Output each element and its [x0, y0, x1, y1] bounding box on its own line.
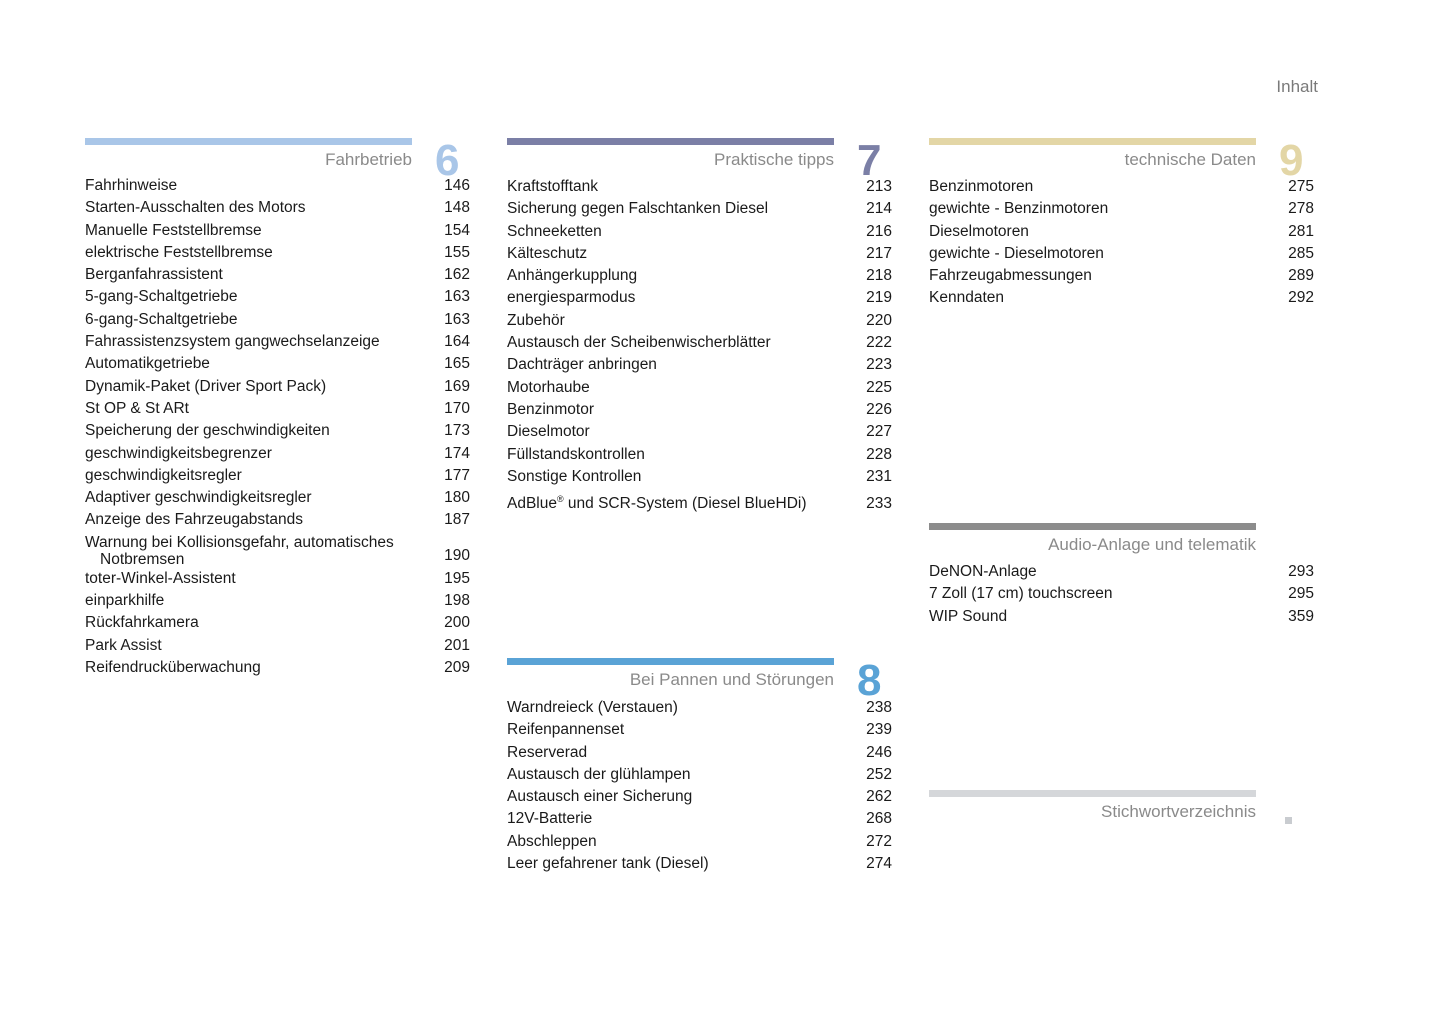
- toc-entry-title: gewichte - Benzinmotoren: [929, 200, 1109, 218]
- section-audio-telematik: [929, 523, 1314, 628]
- toc-entry-title: Automatikgetriebe: [85, 355, 210, 373]
- toc-entry[interactable]: [85, 175, 470, 197]
- page-section-label: Inhalt: [1276, 77, 1318, 96]
- toc-entry-title: Anzeige des Fahrzeugabstands: [85, 511, 304, 529]
- toc-entry[interactable]: [929, 243, 1314, 265]
- toc-entry-title: gewichte - Dieselmotoren: [929, 244, 1104, 262]
- chapter-number: 7: [857, 136, 882, 185]
- toc-entry-title: Starten-Ausschalten des Motors: [85, 199, 306, 217]
- section-color-bar: [929, 523, 1256, 530]
- toc-entry-title: WIP Sound: [929, 607, 1008, 625]
- toc-entry-title: Kälteschutz: [507, 244, 588, 262]
- toc-entry-page: 214: [866, 200, 892, 218]
- toc-entry[interactable]: [85, 286, 470, 308]
- section-color-bar: [507, 658, 834, 665]
- toc-entry-page: 195: [444, 569, 470, 587]
- toc-entry[interactable]: [507, 287, 892, 309]
- toc-entry-page: 163: [444, 310, 470, 328]
- toc-entry[interactable]: [85, 590, 470, 612]
- toc-entry-title: einparkhilfe: [85, 592, 165, 610]
- toc-entry-page: 209: [444, 658, 470, 676]
- section-color-bar: [929, 790, 1256, 797]
- toc-entry-page: 246: [866, 743, 892, 761]
- section-title: Stichwortverzeichnis: [1101, 802, 1256, 821]
- toc-entry[interactable]: [507, 377, 892, 399]
- toc-entry-title: Park Assist: [85, 636, 162, 654]
- toc-entry-page: 146: [444, 177, 470, 194]
- toc-entry[interactable]: [507, 243, 892, 265]
- toc-entry-page: 222: [866, 334, 892, 352]
- toc-entry[interactable]: [85, 443, 470, 465]
- toc-entry-page: 217: [866, 244, 892, 262]
- toc-entry-title: geschwindigkeitsregler: [85, 466, 242, 484]
- toc-entry-page: 292: [1288, 289, 1314, 307]
- toc-entry-page: 295: [1288, 585, 1314, 603]
- toc-entry-title: Rückfahrkamera: [85, 614, 199, 632]
- toc-entry-page: 190: [444, 547, 470, 565]
- toc-entry[interactable]: [85, 242, 470, 264]
- toc-entry-page: 225: [866, 378, 892, 396]
- toc-entry[interactable]: [507, 332, 892, 354]
- toc-entry[interactable]: [85, 509, 470, 531]
- toc-entry-title: geschwindigkeitsbegrenzer: [85, 444, 272, 462]
- section-header: [929, 136, 1304, 185]
- section-fahrbetrieb: [85, 138, 470, 679]
- toc-entry[interactable]: [85, 612, 470, 634]
- toc-entry-title: 7 Zoll (17 cm) touchscreen: [929, 585, 1113, 603]
- toc-entry-title-line1: Warnung bei Kollisionsgefahr, automatisches: [85, 533, 394, 551]
- toc-entry-page: 252: [866, 765, 892, 783]
- toc-entry[interactable]: [507, 719, 892, 741]
- toc-entry[interactable]: [929, 287, 1314, 309]
- toc-entry-page: 231: [866, 467, 892, 485]
- toc-entry-page: 293: [1288, 563, 1314, 580]
- section-header: [507, 136, 882, 185]
- toc-list: [929, 561, 1314, 628]
- toc-entry-page: 272: [866, 832, 892, 850]
- toc-entry-page: 201: [444, 636, 470, 654]
- toc-entry[interactable]: [85, 657, 470, 679]
- section-title: Praktische tipps: [714, 150, 834, 169]
- toc-entry[interactable]: [929, 221, 1314, 243]
- toc-entry-title: Benzinmotoren: [929, 178, 1034, 195]
- toc-entry[interactable]: [85, 264, 470, 286]
- toc-entry[interactable]: [507, 742, 892, 764]
- toc-entry-title: Zubehör: [507, 311, 565, 329]
- toc-entry-page: 218: [866, 267, 892, 285]
- toc-entry[interactable]: [507, 399, 892, 421]
- section-technische-daten: [929, 138, 1314, 310]
- toc-entry-page: 163: [444, 288, 470, 306]
- toc-entry-page: 219: [866, 289, 892, 307]
- toc-entry-page: 233: [866, 495, 892, 513]
- section-title: Audio-Anlage und telematik: [1048, 535, 1256, 554]
- toc-entry[interactable]: [507, 265, 892, 287]
- section-stichwortverzeichnis: [929, 790, 1256, 825]
- toc-entry-title: DeNON-Anlage: [929, 563, 1037, 580]
- toc-entry-title: Reifendrucküberwachung: [85, 658, 261, 676]
- section-color-bar: [85, 138, 412, 145]
- toc-entry[interactable]: [507, 808, 892, 830]
- toc-entry[interactable]: [85, 197, 470, 219]
- toc-entry-page: 164: [444, 333, 470, 351]
- toc-entry-page: 198: [444, 592, 470, 610]
- toc-entry[interactable]: [85, 309, 470, 331]
- toc-entry-page: 200: [444, 614, 470, 632]
- toc-entry-title: Adaptiver geschwindigkeitsregler: [85, 489, 312, 507]
- toc-entry[interactable]: [507, 221, 892, 243]
- toc-entry-title: toter-Winkel-Assistent: [85, 569, 236, 587]
- toc-entry[interactable]: [85, 465, 470, 487]
- toc-entry-title: Dynamik-Paket (Driver Sport Pack): [85, 377, 327, 395]
- toc-entry-title: Fahrhinweise: [85, 177, 178, 194]
- toc-entry[interactable]: [85, 487, 470, 509]
- toc-entry-title: [507, 488, 842, 515]
- toc-entry[interactable]: [85, 532, 470, 568]
- toc-entry[interactable]: [507, 697, 892, 719]
- toc-entry-title: Austausch der Scheibenwischerblätter: [507, 334, 771, 352]
- toc-entry-page: 187: [444, 511, 470, 529]
- toc-entry-page: 170: [444, 399, 470, 417]
- toc-entry-page: 174: [444, 444, 470, 462]
- toc-entry-title-line2: Notbremsen: [100, 550, 185, 568]
- toc-entry-page: 165: [444, 355, 470, 373]
- toc-entry-page: 262: [866, 788, 892, 806]
- toc-entry-title: 5-gang-Schaltgetriebe: [85, 288, 238, 306]
- section-bei-pannen: [507, 658, 892, 875]
- index-marker-square: [1285, 817, 1292, 824]
- toc-entry[interactable]: [507, 444, 892, 466]
- section-header: [85, 136, 460, 185]
- toc-entry-page: 227: [866, 423, 892, 441]
- toc-entry[interactable]: [507, 831, 892, 853]
- toc-entry-title: Dachträger anbringen: [507, 356, 657, 374]
- section-praktische-tipps: [507, 138, 892, 516]
- toc-entry-page: 162: [444, 266, 470, 284]
- toc-entry-page: 173: [444, 422, 470, 440]
- toc-entry[interactable]: [507, 853, 892, 875]
- toc-entry[interactable]: [507, 786, 892, 808]
- toc-entry-title: 12V-Batterie: [507, 810, 593, 828]
- toc-entry-title-main: AdBlue: [507, 495, 557, 513]
- toc-entry[interactable]: [929, 176, 1314, 198]
- toc-entry[interactable]: [929, 198, 1314, 220]
- toc-entry-title: Sicherung gegen Falschtanken Diesel: [507, 200, 769, 218]
- toc-entry-title: Manuelle Feststellbremse: [85, 221, 262, 239]
- toc-entry-page: 169: [444, 377, 470, 395]
- section-header: [507, 656, 882, 705]
- toc-entry-page: 359: [1288, 607, 1314, 625]
- toc-list: [507, 697, 892, 875]
- toc-entry-page: 154: [444, 221, 470, 239]
- toc-entry-page: 268: [866, 810, 892, 828]
- toc-entry[interactable]: [85, 376, 470, 398]
- toc-entry-page: 155: [444, 243, 470, 261]
- toc-entry-title: Warndreieck (Verstauen): [507, 699, 678, 716]
- toc-entry[interactable]: [507, 764, 892, 786]
- toc-entry-page: 223: [866, 356, 892, 374]
- toc-entry[interactable]: [507, 466, 892, 488]
- toc-entry-title: Abschleppen: [507, 832, 597, 850]
- toc-entry[interactable]: [929, 265, 1314, 287]
- section-title: Fahrbetrieb: [325, 150, 412, 169]
- toc-entry-page: 275: [1288, 178, 1314, 195]
- toc-entry-page: 289: [1288, 267, 1314, 285]
- toc-entry-title: energiesparmodus: [507, 289, 636, 307]
- toc-entry-title: Anhängerkupplung: [507, 267, 638, 285]
- toc-entry-title: Füllstandskontrollen: [507, 445, 645, 463]
- toc-entry-title: elektrische Feststellbremse: [85, 243, 273, 261]
- toc-entry-title: Speicherung der geschwindigkeiten: [85, 422, 330, 440]
- toc-entry[interactable]: [85, 568, 470, 590]
- section-color-bar: [929, 138, 1256, 145]
- toc-entry-title: Reifenpannenset: [507, 721, 625, 739]
- toc-list: [929, 176, 1314, 310]
- toc-entry-title: Motorhaube: [507, 378, 590, 396]
- toc-entry-title: [85, 532, 420, 568]
- section-color-bar: [507, 138, 834, 145]
- toc-entry-page: 213: [866, 178, 892, 195]
- toc-entry-title: Austausch der glühlampen: [507, 765, 691, 783]
- toc-entry[interactable]: [507, 421, 892, 443]
- toc-list: [507, 176, 892, 516]
- toc-entry[interactable]: [507, 198, 892, 220]
- toc-entry[interactable]: [85, 420, 470, 442]
- toc-entry-title-rest: und SCR-System (Diesel BlueHDi): [563, 495, 807, 513]
- toc-entry[interactable]: [929, 583, 1314, 605]
- toc-entry[interactable]: [85, 220, 470, 242]
- toc-entry-title: St OP & St ARt: [85, 399, 189, 417]
- chapter-number: 9: [1279, 136, 1304, 185]
- toc-entry-title: Leer gefahrener tank (Diesel): [507, 855, 709, 873]
- toc-entry[interactable]: [929, 561, 1314, 583]
- toc-entry-page: 274: [866, 855, 892, 873]
- toc-entry[interactable]: [85, 635, 470, 657]
- toc-entry[interactable]: [85, 353, 470, 375]
- toc-entry-page: 148: [444, 199, 470, 217]
- toc-entry[interactable]: [507, 176, 892, 198]
- toc-entry-title: Benzinmotor: [507, 400, 595, 418]
- chapter-number: 6: [435, 136, 460, 185]
- toc-entry[interactable]: [929, 606, 1314, 628]
- toc-entry-page: 228: [866, 445, 892, 463]
- toc-entry-title: Reserverad: [507, 743, 588, 761]
- toc-entry[interactable]: [507, 488, 892, 515]
- toc-entry-page: 239: [866, 721, 892, 739]
- toc-entry-page: 226: [866, 400, 892, 418]
- toc-entry-title: Sonstige Kontrollen: [507, 467, 642, 485]
- registered-mark: ®: [556, 494, 564, 505]
- toc-entry-page: 281: [1288, 222, 1314, 240]
- toc-entry-title: 6-gang-Schaltgetriebe: [85, 310, 238, 328]
- toc-entry[interactable]: [85, 398, 470, 420]
- toc-entry-title: Kraftstofftank: [507, 178, 599, 195]
- toc-list: [85, 175, 470, 679]
- toc-entry-page: 220: [866, 311, 892, 329]
- toc-entry-title: Austausch einer Sicherung: [507, 788, 693, 806]
- toc-entry[interactable]: [507, 310, 892, 332]
- section-header: [929, 530, 1256, 558]
- section-header: [929, 797, 1256, 825]
- toc-entry-page: 238: [866, 699, 892, 716]
- toc-entry-title: Schneeketten: [507, 222, 602, 240]
- section-title: Bei Pannen und Störungen: [629, 670, 834, 689]
- toc-entry-title: Fahrzeugabmessungen: [929, 267, 1092, 285]
- toc-entry-page: 285: [1288, 244, 1314, 262]
- toc-entry-title: Berganfahrassistent: [85, 266, 223, 284]
- toc-entry-page: 216: [866, 222, 892, 240]
- toc-entry[interactable]: [85, 331, 470, 353]
- toc-entry-title: Dieselmotoren: [929, 222, 1029, 240]
- toc-entry-page: 180: [444, 489, 470, 507]
- toc-entry-title: Fahrassistenzsystem gangwechselanzeige: [85, 333, 380, 351]
- chapter-number: 8: [857, 656, 882, 705]
- toc-entry-page: 278: [1288, 200, 1314, 218]
- toc-entry[interactable]: [507, 354, 892, 376]
- section-title: technische Daten: [1124, 150, 1256, 169]
- toc-entry-title: Kenndaten: [929, 289, 1004, 307]
- toc-entry-title: Dieselmotor: [507, 423, 590, 441]
- toc-entry-page: 177: [444, 466, 470, 484]
